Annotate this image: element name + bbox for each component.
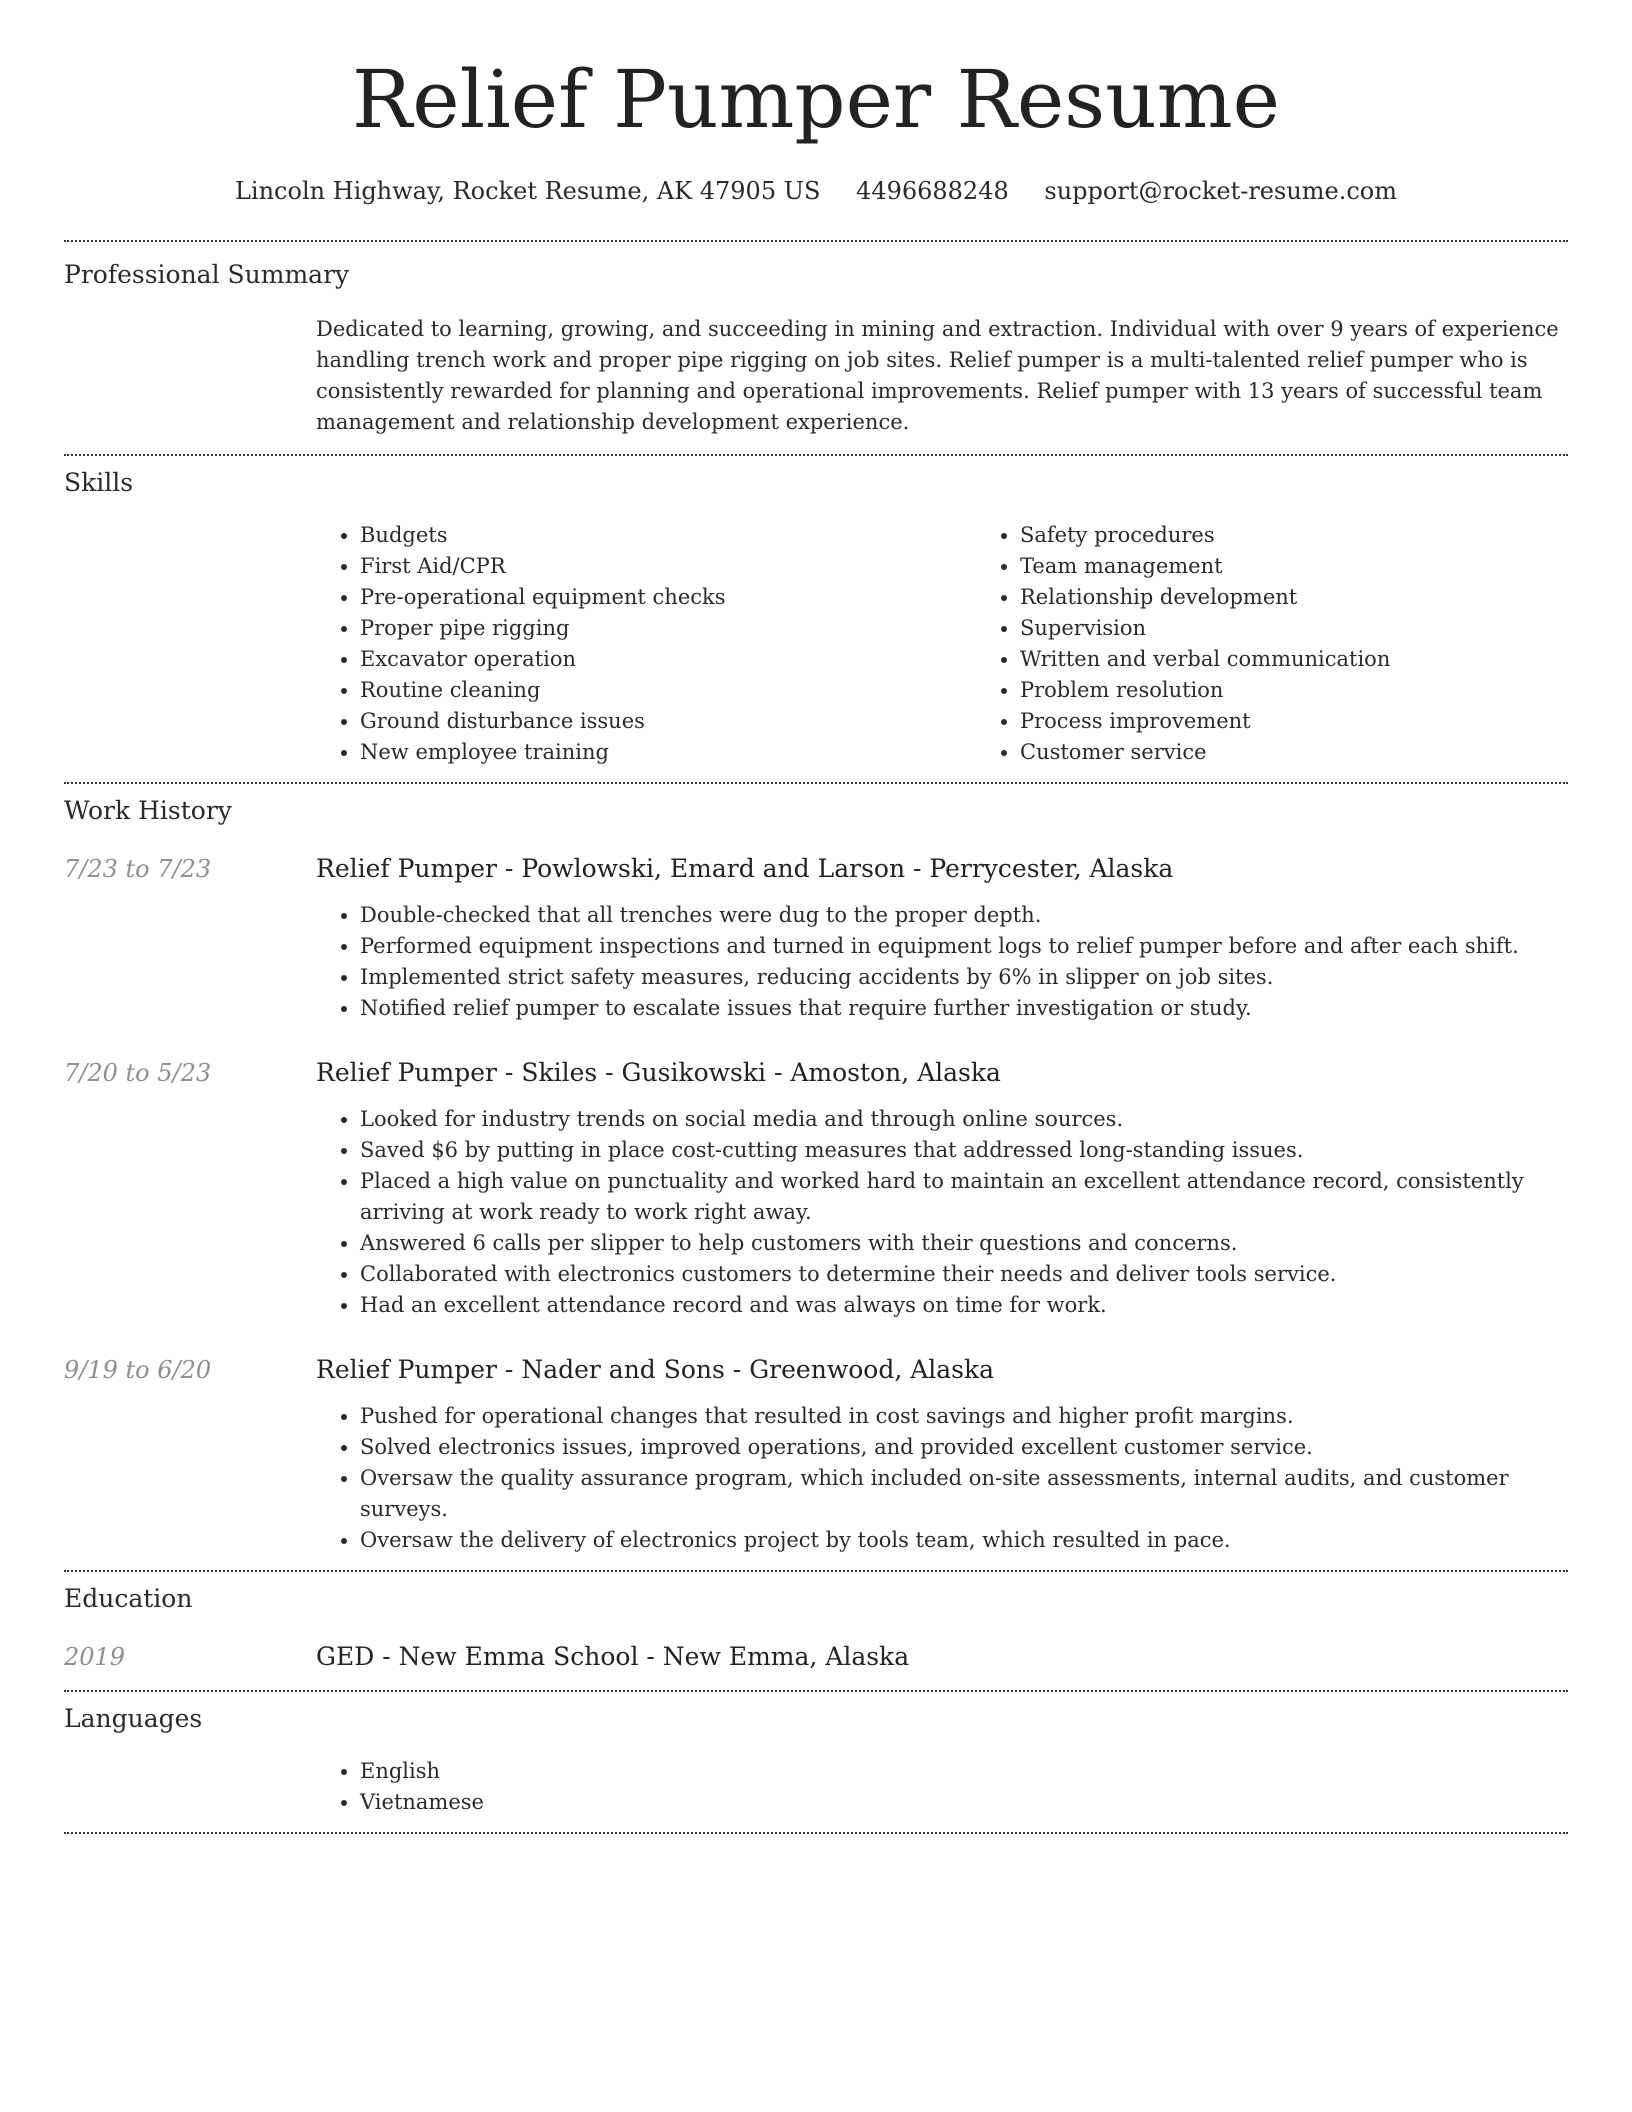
skills-heading: Skills — [64, 468, 134, 497]
job-heading: Relief Pumper - Nader and Sons - Greenwood, Alaska — [316, 1355, 995, 1384]
job-bullet: • Oversaw the quality assurance program, which included on-site assessments, internal audits, and customer surveys. — [360, 1463, 1568, 1525]
divider — [64, 1832, 1568, 1834]
job-bullet: • Double-checked that all trenches were dug to the proper depth. — [360, 900, 1568, 931]
languages-section — [64, 1692, 1568, 1832]
skill-item: • Routine cleaning — [360, 675, 976, 706]
contact-line — [64, 174, 1568, 208]
skill-item: • First Aid/CPR — [360, 551, 976, 582]
job-bullets — [316, 1401, 1568, 1556]
language-item: • Vietnamese — [360, 1787, 1568, 1818]
work-section — [64, 784, 1568, 1570]
summary-heading: Professional Summary — [64, 260, 350, 289]
job-dates: 7/20 to 5/23 — [64, 1059, 212, 1087]
skills-list-left — [316, 520, 976, 768]
education-heading: Education — [64, 1584, 193, 1613]
education-entry — [64, 1640, 1568, 1674]
skill-item: • Problem resolution — [1020, 675, 1632, 706]
skill-item: • Pre-operational equipment checks — [360, 582, 976, 613]
job-bullet: • Solved electronics issues, improved operations, and provided excellent customer service. — [360, 1432, 1568, 1463]
summary-text: Dedicated to learning, growing, and succeeding in mining and extraction. Individual with over 9 years of experience handling trench work and proper pipe rigging on job sites. Relief pumper is a multi-talented relief pumper who is consistently rewarded for planning and operational improvements. Relief pumper with 13 years of successful team management and relationship development experience. — [316, 317, 1559, 434]
job-dates: 9/19 to 6/20 — [64, 1356, 212, 1384]
job-bullet: • Placed a high value on punctuality and worked hard to maintain an excellent attendance record, consistently arriving at work ready to work right away. — [360, 1166, 1568, 1228]
job-dates: 7/23 to 7/23 — [64, 855, 212, 883]
education-year: 2019 — [64, 1643, 126, 1671]
skills-grid — [316, 520, 1632, 768]
job-entry — [64, 1353, 1568, 1556]
language-item: • English — [360, 1756, 1568, 1787]
skill-item: • Proper pipe rigging — [360, 613, 976, 644]
job-bullet: • Collaborated with electronics customers to determine their needs and deliver tools service. — [360, 1259, 1568, 1290]
languages-list — [316, 1756, 1568, 1818]
contact-phone: 4496688248 — [856, 177, 1009, 205]
education-heading-line: GED - New Emma School - New Emma, Alaska — [316, 1642, 910, 1671]
job-bullet: • Implemented strict safety measures, reducing accidents by 6% in slipper on job sites. — [360, 962, 1568, 993]
summary-section — [64, 242, 1568, 454]
skills-list-right — [976, 520, 1632, 768]
job-bullet: • Looked for industry trends on social media and through online sources. — [360, 1104, 1568, 1135]
job-bullets — [316, 900, 1568, 1024]
job-bullet: • Performed equipment inspections and turned in equipment logs to relief pumper before and after each shift. — [360, 931, 1568, 962]
skill-item: • Ground disturbance issues — [360, 706, 976, 737]
skill-item: • Process improvement — [1020, 706, 1632, 737]
skill-item: • Written and verbal communication — [1020, 644, 1632, 675]
skill-item: • Relationship development — [1020, 582, 1632, 613]
job-heading: Relief Pumper - Powlowski, Emard and Larson - Perrycester, Alaska — [316, 854, 1174, 883]
skills-section — [64, 456, 1568, 782]
job-bullet: • Notified relief pumper to escalate issues that require further investigation or study. — [360, 993, 1568, 1024]
skill-item: • Excavator operation — [360, 644, 976, 675]
job-entry — [64, 1056, 1568, 1321]
skill-item: • Safety procedures — [1020, 520, 1632, 551]
job-bullet: • Pushed for operational changes that resulted in cost savings and higher profit margins. — [360, 1401, 1568, 1432]
skill-item: • Budgets — [360, 520, 976, 551]
skill-item: • New employee training — [360, 737, 976, 768]
job-entry — [64, 852, 1568, 1024]
work-heading: Work History — [64, 796, 232, 825]
skill-item: • Team management — [1020, 551, 1632, 582]
contact-email: support@rocket-resume.com — [1044, 177, 1398, 205]
languages-heading: Languages — [64, 1704, 203, 1733]
contact-address: Lincoln Highway, Rocket Resume, AK 47905 US — [234, 177, 821, 205]
skill-item: • Customer service — [1020, 737, 1632, 768]
job-bullet: • Saved $6 by putting in place cost-cutting measures that addressed long-standing issues. — [360, 1135, 1568, 1166]
education-section — [64, 1572, 1568, 1690]
skill-item: • Supervision — [1020, 613, 1632, 644]
job-bullet: • Oversaw the delivery of electronics project by tools team, which resulted in pace. — [360, 1525, 1568, 1556]
job-bullets — [316, 1104, 1568, 1321]
resume-title: Relief Pumper Resume — [352, 53, 1280, 146]
job-bullet: • Answered 6 calls per slipper to help customers with their questions and concerns. — [360, 1228, 1568, 1259]
job-heading: Relief Pumper - Skiles - Gusikowski - Amoston, Alaska — [316, 1058, 1001, 1087]
job-bullet: • Had an excellent attendance record and was always on time for work. — [360, 1290, 1568, 1321]
